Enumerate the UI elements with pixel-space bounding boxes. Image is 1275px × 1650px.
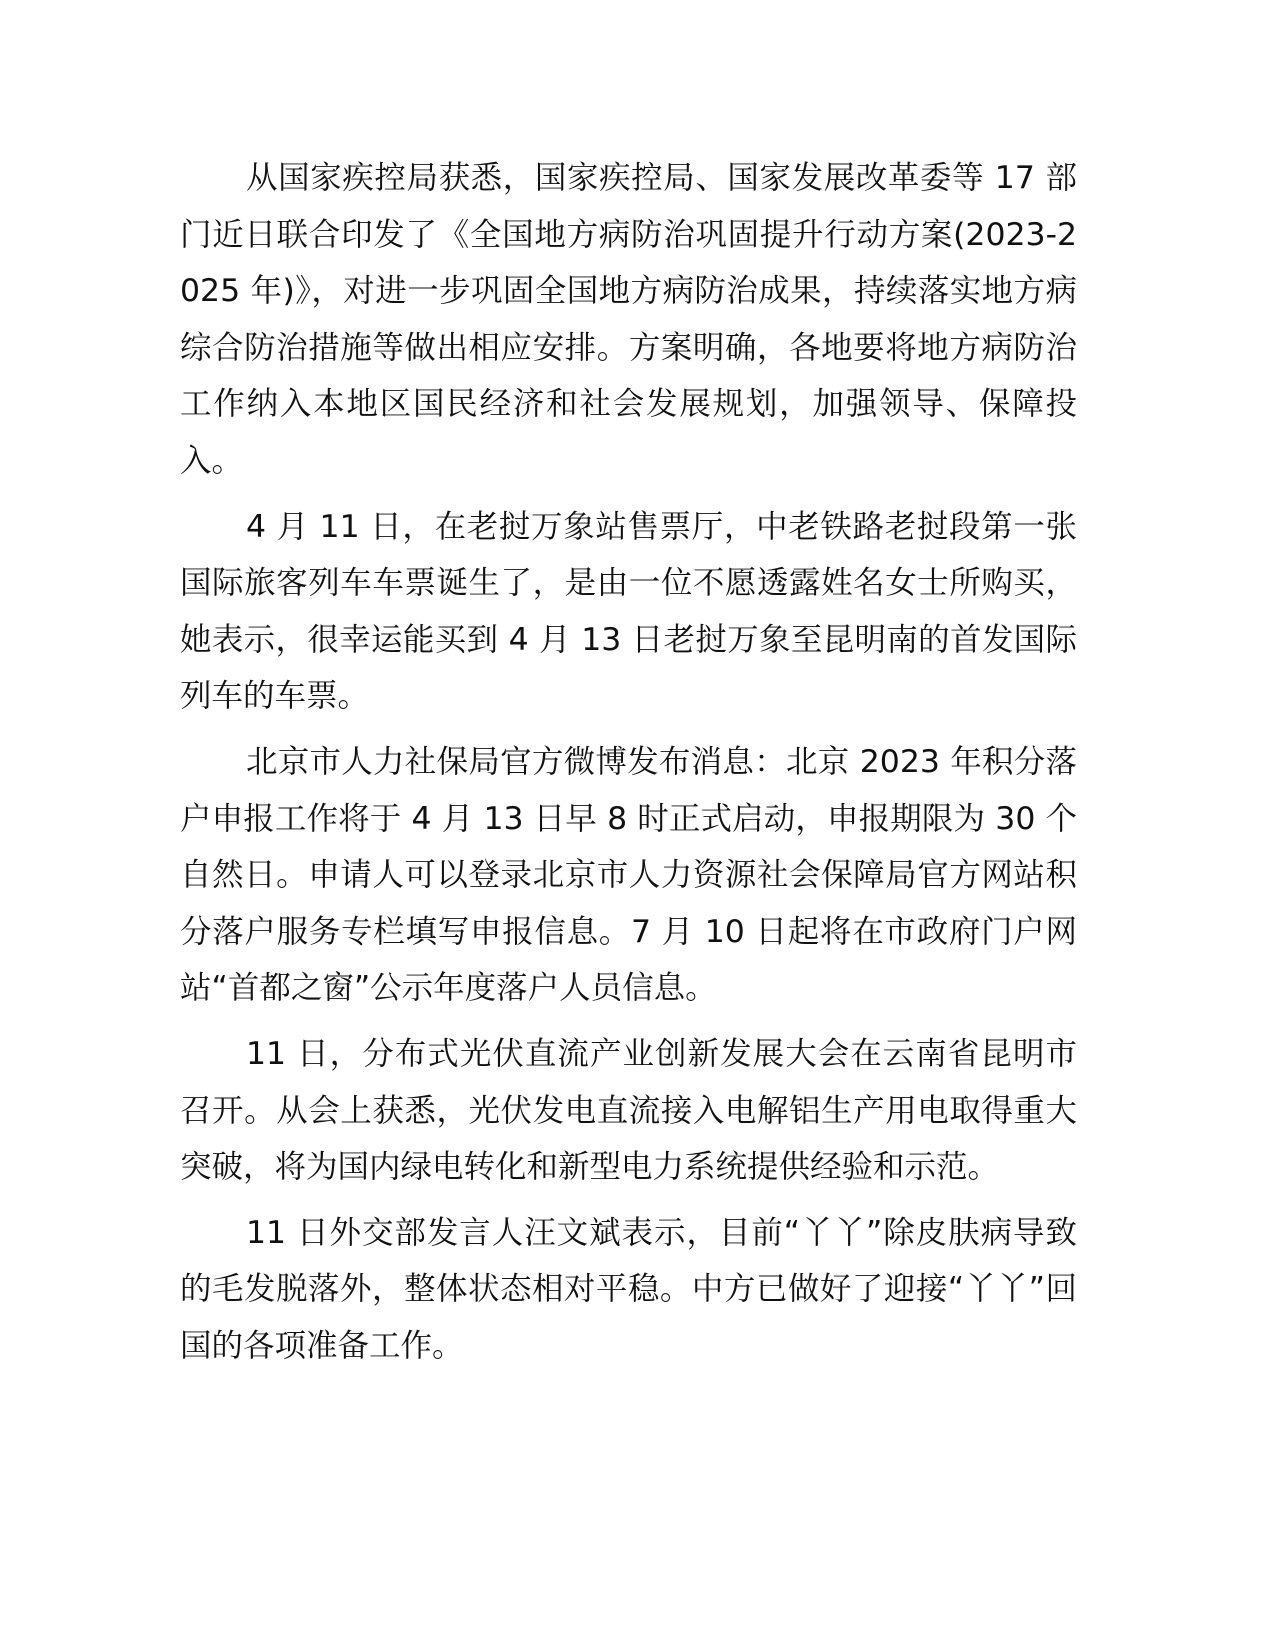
paragraph-beijing-hukou-points: 北京市人力社保局官方微博发布消息：北京 2023 年积分落户申报工作将于 4 月 13 日早 8 时正式启动，申报期限为 30 个自然日。申请人可以登录北京市人力资源社会保障局官方网站积分落户服务专栏填写申报信息。7 月 10 日起将在市政府门户网站“首都之窗”公示年度落户人员信息。 bbox=[180, 743, 1077, 1007]
paragraph-panda-yaya: 11 日外交部发言人汪文斌表示，目前“丫丫”除皮肤病导致的毛发脱落外，整体状态相对平稳。中方已做好了迎接“丫丫”回国的各项准备工作。 bbox=[180, 1214, 1077, 1364]
document-page bbox=[180, 150, 1077, 1383]
paragraph-disease-control-plan: 从国家疾控局获悉，国家疾控局、国家发展改革委等 17 部门近日联合印发了《全国地方病防治巩固提升行动方案(2023-2025 年)》，对进一步巩固全国地方病防治成果，持续落实地方病综合防治措施等做出相应安排。方案明确，各地要将地方病防治工作纳入本地区国民经济和社会发展规划，加强领导、保障投入。 bbox=[180, 160, 1077, 479]
paragraph-laos-railway-ticket: 4 月 11 日，在老挝万象站售票厅，中老铁路老挝段第一张国际旅客列车车票诞生了，是由一位不愿透露姓名女士所购买，她表示，很幸运能买到 4 月 13 日老挝万象至昆明南的首发国际列车的车票。 bbox=[180, 508, 1077, 715]
paragraph-photovoltaic-conference: 11 日，分布式光伏直流产业创新发展大会在云南省昆明市召开。从会上获悉，光伏发电直流接入电解铝生产用电取得重大突破，将为国内绿电转化和新型电力系统提供经验和示范。 bbox=[180, 1035, 1077, 1186]
